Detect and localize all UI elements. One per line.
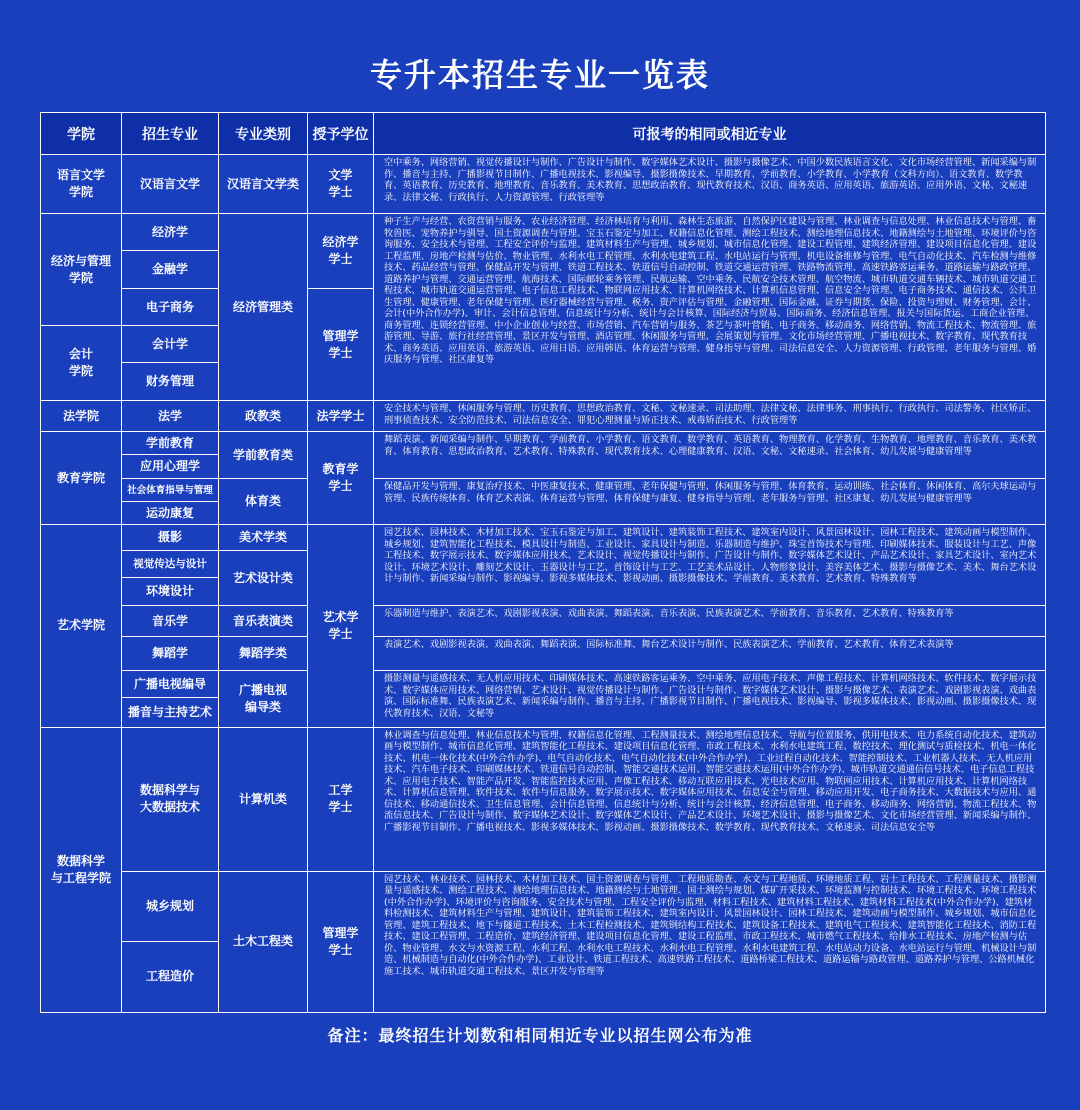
related-edu: 舞蹈表演、新闻采编与制作、早期教育、学前教育、小学教育、语文教育、数学教育、英语教育、物理教育、化学教育、生物教育、地理教育、音乐教育、美术教育、体育教育、思想政治教育、艺术教育、特殊教育、现代教育技术、心理健康教育、汉语、文秘、文秘速录、社会体育、幼儿发展与健康管理等 (374, 432, 1046, 479)
table-row (41, 606, 1046, 637)
major-broadcast-director: 广播电视编导 (122, 671, 219, 698)
major-announcing: 播音与主持艺术 (122, 698, 219, 727)
related-law: 安全技术与管理、休闲服务与管理、历史教育、思想政治教育、文秘、文秘速录、司法助理、法律文秘、法律事务、刑事执行、行政执行、司法警务、社区矫正、刑事侦查技术、安全防范技术、司法信息安全、罪犯心理测量与矫正技术、戒毒矫治技术、行政管理等 (374, 401, 1046, 432)
major-law: 法学 (122, 401, 219, 432)
category-music-perf: 音乐表演类 (219, 606, 308, 637)
major-cost-engineering: 工程造价 (122, 941, 219, 1012)
college-data: 数据科学 与工程学院 (41, 727, 122, 1012)
college-law: 法学院 (41, 401, 122, 432)
table-row (41, 479, 1046, 502)
table-row (41, 525, 1046, 551)
major-ecommerce: 电子商务 (122, 289, 219, 326)
major-urban-planning: 城乡规划 (122, 871, 219, 941)
major-data-science: 数据科学与 大数据技术 (122, 727, 219, 871)
category-sports: 体育类 (219, 479, 308, 525)
college-lang: 语言文学 学院 (56, 168, 105, 200)
table-row (41, 871, 1046, 941)
college-edu: 教育学院 (41, 432, 122, 525)
related-econ: 种子生产与经营、农资营销与服务、农业经济管理、经济林培育与利用、森林生态旅游、自然保护区建设与管理、林业调查与信息处理、林业信息技术与管理、畜牧兽医、宠物养护与驯导、国土资源调查与管理、宝玉石鉴定与加工、权籍信息化管理、测绘工程技术、测绘地理信息技术、地籍测绘与土地管理、环境评价与咨询服务、安全技术与管理、工程安全评价与监理、建筑材料生产与管理、城乡规划、城市信息化管理、建设工程管理、建筑经济管理、建设项目信息化管理、建设工程监理、房地产检测与估价、物业管理、水利水电工程管理、水利水电建筑工程、水电站运行与管理、机电设备维修与管理、电气自动化技术、汽车检测与维修技术、药品经营与管理、保健品开发与管理、铁道工程技术、铁道信号自动控制、铁道交通运营管理、铁路物流管理、高速铁路客运乘务、道路运输与路政管理、道路养护与管理、交通运营管理、航海技术、国际邮轮乘务管理、民航运输、空中乘务、民航安全技术管理、航空物流、城市轨道交通车辆技术、城市轨道交通工程技术、城市轨道交通运营管理、电子信息工程技术、物联网应用技术、计算机网络技术、计算机信息管理、信息安全与管理、电子商务技术、通信技术、公共卫生管理、健康管理、老年保健与管理、医疗器械经营与管理、税务、资产评估与管理、金融管理、国际金融、证券与期货、保险、投资与理财、财务管理、会计、会计(中外合作办学)、审计、会计信息管理、信息统计与分析、统计与会计核算、国际经济与贸易、国际商务、经济信息管理、报关与国际货运、工商企业管理、商务管理、连锁经营管理、中小企业创业与经营、市场营销、汽车营销与服务、茶艺与茶叶营销、电子商务、移动商务、网络营销、物流工程技术、物流管理、旅游管理、导游、旅行社经营管理、景区开发与管理、酒店管理、休闲服务与管理、会展策划与管理、文化市场经营管理、广播电视技术、数字教育、现代教育技术、商务英语、应用英语、旅游英语、应用日语、应用韩语、体育运营与管理、健身指导与管理、司法信息安全、人力资源管理、行政管理、老年服务与管理、婚庆服务与管理、社区康复等 (374, 214, 1046, 401)
category-politics-law: 政教类 (219, 401, 308, 432)
related-broadcast: 摄影测量与遥感技术、无人机应用技术、印刷媒体技术、高速铁路客运乘务、空中乘务、应用电子技术、声像工程技术、计算机网络技术、软件技术、数字展示技术、数字媒体应用技术、网络营销、艺术设计、视觉传播设计与制作、广告设计与制作、数字媒体艺术设计、摄影与摄像艺术、表演艺术、戏剧影视表演、戏曲表演、国际标准舞、民族表演艺术、新闻采编与制作、播音与主持、广播影视节目制作、广播电视技术、影视编导、影视多媒体技术、影视动画、摄影摄像技术、现代教育技术、汉语、文秘等 (374, 671, 1046, 727)
major-chinese: 汉语言文学 (122, 155, 219, 214)
degree-law: 法学学士 (308, 401, 374, 432)
college-acct: 会计 学院 (41, 326, 122, 401)
major-social-sports: 社会体育指导与管理 (122, 479, 219, 502)
major-preschool: 学前教育 (122, 432, 219, 455)
category-civil: 土木工程类 (219, 871, 308, 1012)
major-env-design: 环境设计 (122, 578, 219, 606)
header-category: 专业类别 (219, 113, 308, 155)
major-finance: 金融学 (122, 251, 219, 289)
category-computer: 计算机类 (219, 727, 308, 871)
related-civil: 园艺技术、林业技术、园林技术、木材加工技术、国土资源调查与管理、工程地质勘查、水文与工程地质、环境地质工程、岩土工程技术、工程测量技术、摄影测量与遥感技术、测绘工程技术、测绘地理信息技术、地籍测绘与土地管理、国土测绘与规划、煤矿开采技术、环境监测与控制技术、环境工程技术、环境工程技术(中外合作办学)、环境评价与咨询服务、安全技术与管理、工程安全评价与监理、材料工程技术、建筑材料工程技术、建筑材料工程技术(中外合作办学)、建筑材料检测技术、建筑材料生产与管理、建筑设计、建筑装饰工程技术、建筑室内设计、风景园林设计、园林工程技术、建筑动画与模型制作、城乡规划、城市信息化管理、建筑工程技术、地下与隧道工程技术、土木工程检测技术、建筑钢结构工程技术、建筑设备工程技术、建筑电气工程技术、建筑智能化工程技术、消防工程技术、建设工程管理、工程造价、建筑经济管理、建设项目信息化管理、建设工程监理、市政工程技术、城市燃气工程技术、给排水工程技术、房地产检测与估价、物业管理、水文与水资源工程、水利工程、水利水电工程技术、水利水电工程管理、水利水电建筑工程、水电站动力设备、水电站运行与管理、机械设计与制造、机械制造与自动化(中外合作办学)、工业设计、铁道工程技术、高速铁路工程技术、道路桥梁工程技术、道路运输与路政管理、道路养护与管理、公路机械化施工技术、城市轨道交通工程技术、景区开发与管理等 (374, 871, 1046, 1012)
table-row (41, 401, 1046, 432)
header-college: 学院 (41, 113, 122, 155)
degree-arts: 文学 学士 (308, 155, 374, 214)
table-row (41, 155, 1046, 214)
related-chinese: 空中乘务、网络营销、视觉传播设计与制作、广告设计与制作、数字媒体艺术设计、摄影与摄像艺术、中国少数民族语言文化、文化市场经营管理、新闻采编与制作、播音与主持、广播影视节目制作、广播电视技术、影视编导、摄影摄像技术、早期教育、学前教育、小学教育、小学教育（文科方向）、语文教育、数学教育、英语教育、历史教育、地理教育、音乐教育、美术教育、思想政治教育、现代教育技术、汉语、商务英语、应用英语、旅游英语、应用外语、文秘、文秘速录、法律文秘、行政执行、人力资源管理、行政管理等 (374, 155, 1046, 214)
category-fine-arts: 美术学类 (219, 525, 308, 551)
header-degree: 授予学位 (308, 113, 374, 155)
category-chinese: 汉语言文学类 (219, 155, 308, 214)
page-title: 专升本招生专业一览表 (369, 56, 710, 94)
major-economics: 经济学 (122, 214, 219, 251)
major-financial-mgmt: 财务管理 (122, 363, 219, 401)
college-cell (41, 155, 122, 214)
header-related: 可报考的相同或相近专业 (374, 113, 1046, 155)
degree-engineering: 工学 学士 (308, 727, 374, 871)
table-row (41, 671, 1046, 698)
major-accounting: 会计学 (122, 326, 219, 363)
degree-management2: 管理学 学士 (308, 871, 374, 1012)
college-econ: 经济与管理 学院 (41, 214, 122, 326)
degree-education: 教育学 学士 (308, 432, 374, 525)
major-photography: 摄影 (122, 525, 219, 551)
footnote: 备注：最终招生计划数和相同相近专业以招生网公布为准 (327, 1026, 753, 1045)
category-econ-mgmt: 经济管理类 (219, 214, 308, 401)
college-art: 艺术学院 (41, 525, 122, 727)
related-music: 乐器制造与维护、表演艺术、戏剧影视表演、戏曲表演、舞蹈表演、音乐表演、民族表演艺术、学前教育、音乐教育、艺术教育、特殊教育等 (374, 606, 1046, 637)
major-sports-rehab: 运动康复 (122, 502, 219, 525)
header-row (41, 113, 1046, 155)
category-art-design: 艺术设计类 (219, 551, 308, 606)
table-row (41, 214, 1046, 251)
major-musicology: 音乐学 (122, 606, 219, 637)
degree-art: 艺术学 学士 (308, 525, 374, 727)
related-art-design: 园艺技术、园林技术、木材加工技术、宝玉石鉴定与加工、建筑设计、建筑装饰工程技术、建筑室内设计、风景园林设计、园林工程技术、建筑动画与模型制作、城乡规划、建筑智能化工程技术、模具设计与制造、工业设计、家具设计与制造、乐器制造与维护、珠宝首饰技术与管理、印刷媒体技术、服装设计与工艺、声像工程技术、数字展示技术、数字媒体应用技术、艺术设计、视觉传播设计与制作、广告设计与制作、数字媒体艺术设计、产品艺术设计、家具艺术设计、室内艺术设计、环境艺术设计、雕刻艺术设计、玉器设计与工艺、首饰设计与工艺、工艺美术品设计、人物形象设计、美容美体艺术、摄影与摄像艺术、美术、舞台艺术设计与制作、新闻采编与制作、影视编导、影视多媒体技术、影视动画、摄影摄像技术、学前教育、美术教育、艺术教育、特殊教育等 (374, 525, 1046, 606)
header-major: 招生专业 (122, 113, 219, 155)
related-dance: 表演艺术、戏剧影视表演、戏曲表演、舞蹈表演、国际标准舞、舞台艺术设计与制作、民族表演艺术、学前教育、艺术教育、体育艺术表演等 (374, 637, 1046, 671)
related-computer: 林业调查与信息处理、林业信息技术与管理、权籍信息化管理、工程测量技术、测绘地理信息技术、导航与位置服务、供用电技术、电力系统自动化技术、建筑动画与模型制作、城市信息化管理、建筑智能化工程技术、建设项目信息化管理、市政工程技术、水利水电建筑工程、数控技术、理化测试与质检技术、机电一体化技术、机电一体化技术(中外合作办学)、电气自动化技术、电气自动化技术(中外合作办学)、工业过程自动化技术、智能控制技术、工业机器人技术、无人机应用技术、汽车电子技术、印刷媒体技术、铁道信号自动控制、智能交通技术运用、智能交通技术运用(中外合作办学)、城市轨道交通通信信号技术、电子信息工程技术、应用电子技术、智能产品开发、智能监控技术应用、声像工程技术、移动互联应用技术、光电技术应用、物联网应用技术、计算机应用技术、计算机网络技术、计算机信息管理、软件技术、软件与信息服务、数字展示技术、数字媒体应用技术、信息安全与管理、移动应用开发、电子商务技术、大数据技术与应用、通信技术、移动通信技术、卫生信息管理、会计信息管理、信息统计与分析、统计与会计核算、经济信息管理、电子商务、移动商务、网络营销、物流工程技术、物流信息技术、广告设计与制作、数字媒体艺术设计、数字媒体艺术设计、产品艺术设计、环境艺术设计、摄影与摄像艺术、文化市场经营管理、新闻采编与制作、广播影视节目制作、广播电视技术、影视多媒体技术、影视动画、摄影摄像技术、数学教育、现代教育技术、文秘速录、司法信息安全等 (374, 727, 1046, 871)
table-row (41, 432, 1046, 455)
category-dance: 舞蹈学类 (219, 637, 308, 671)
degree-economics: 经济学 学士 (308, 214, 374, 289)
category-preschool: 学前教育类 (219, 432, 308, 479)
degree-management: 管理学 学士 (308, 289, 374, 401)
major-psychology: 应用心理学 (122, 455, 219, 479)
category-broadcast: 广播电视 编导类 (219, 671, 308, 727)
related-sports: 保健品开发与管理、康复治疗技术、中医康复技术、健康管理、老年保健与管理、休闲服务与管理、体育教育、运动训练、社会体育、休闲体育、高尔夫球运动与管理、民族传统体育、体育艺术表演、体育运营与管理、体育保健与康复、健身指导与管理、老年服务与管理、社区康复、幼儿发展与健康管理等 (374, 479, 1046, 525)
major-visual-design: 视觉传达与设计 (122, 551, 219, 578)
majors-table (40, 112, 1046, 1013)
table-row (41, 727, 1046, 871)
major-dance: 舞蹈学 (122, 637, 219, 671)
table-row (41, 637, 1046, 671)
